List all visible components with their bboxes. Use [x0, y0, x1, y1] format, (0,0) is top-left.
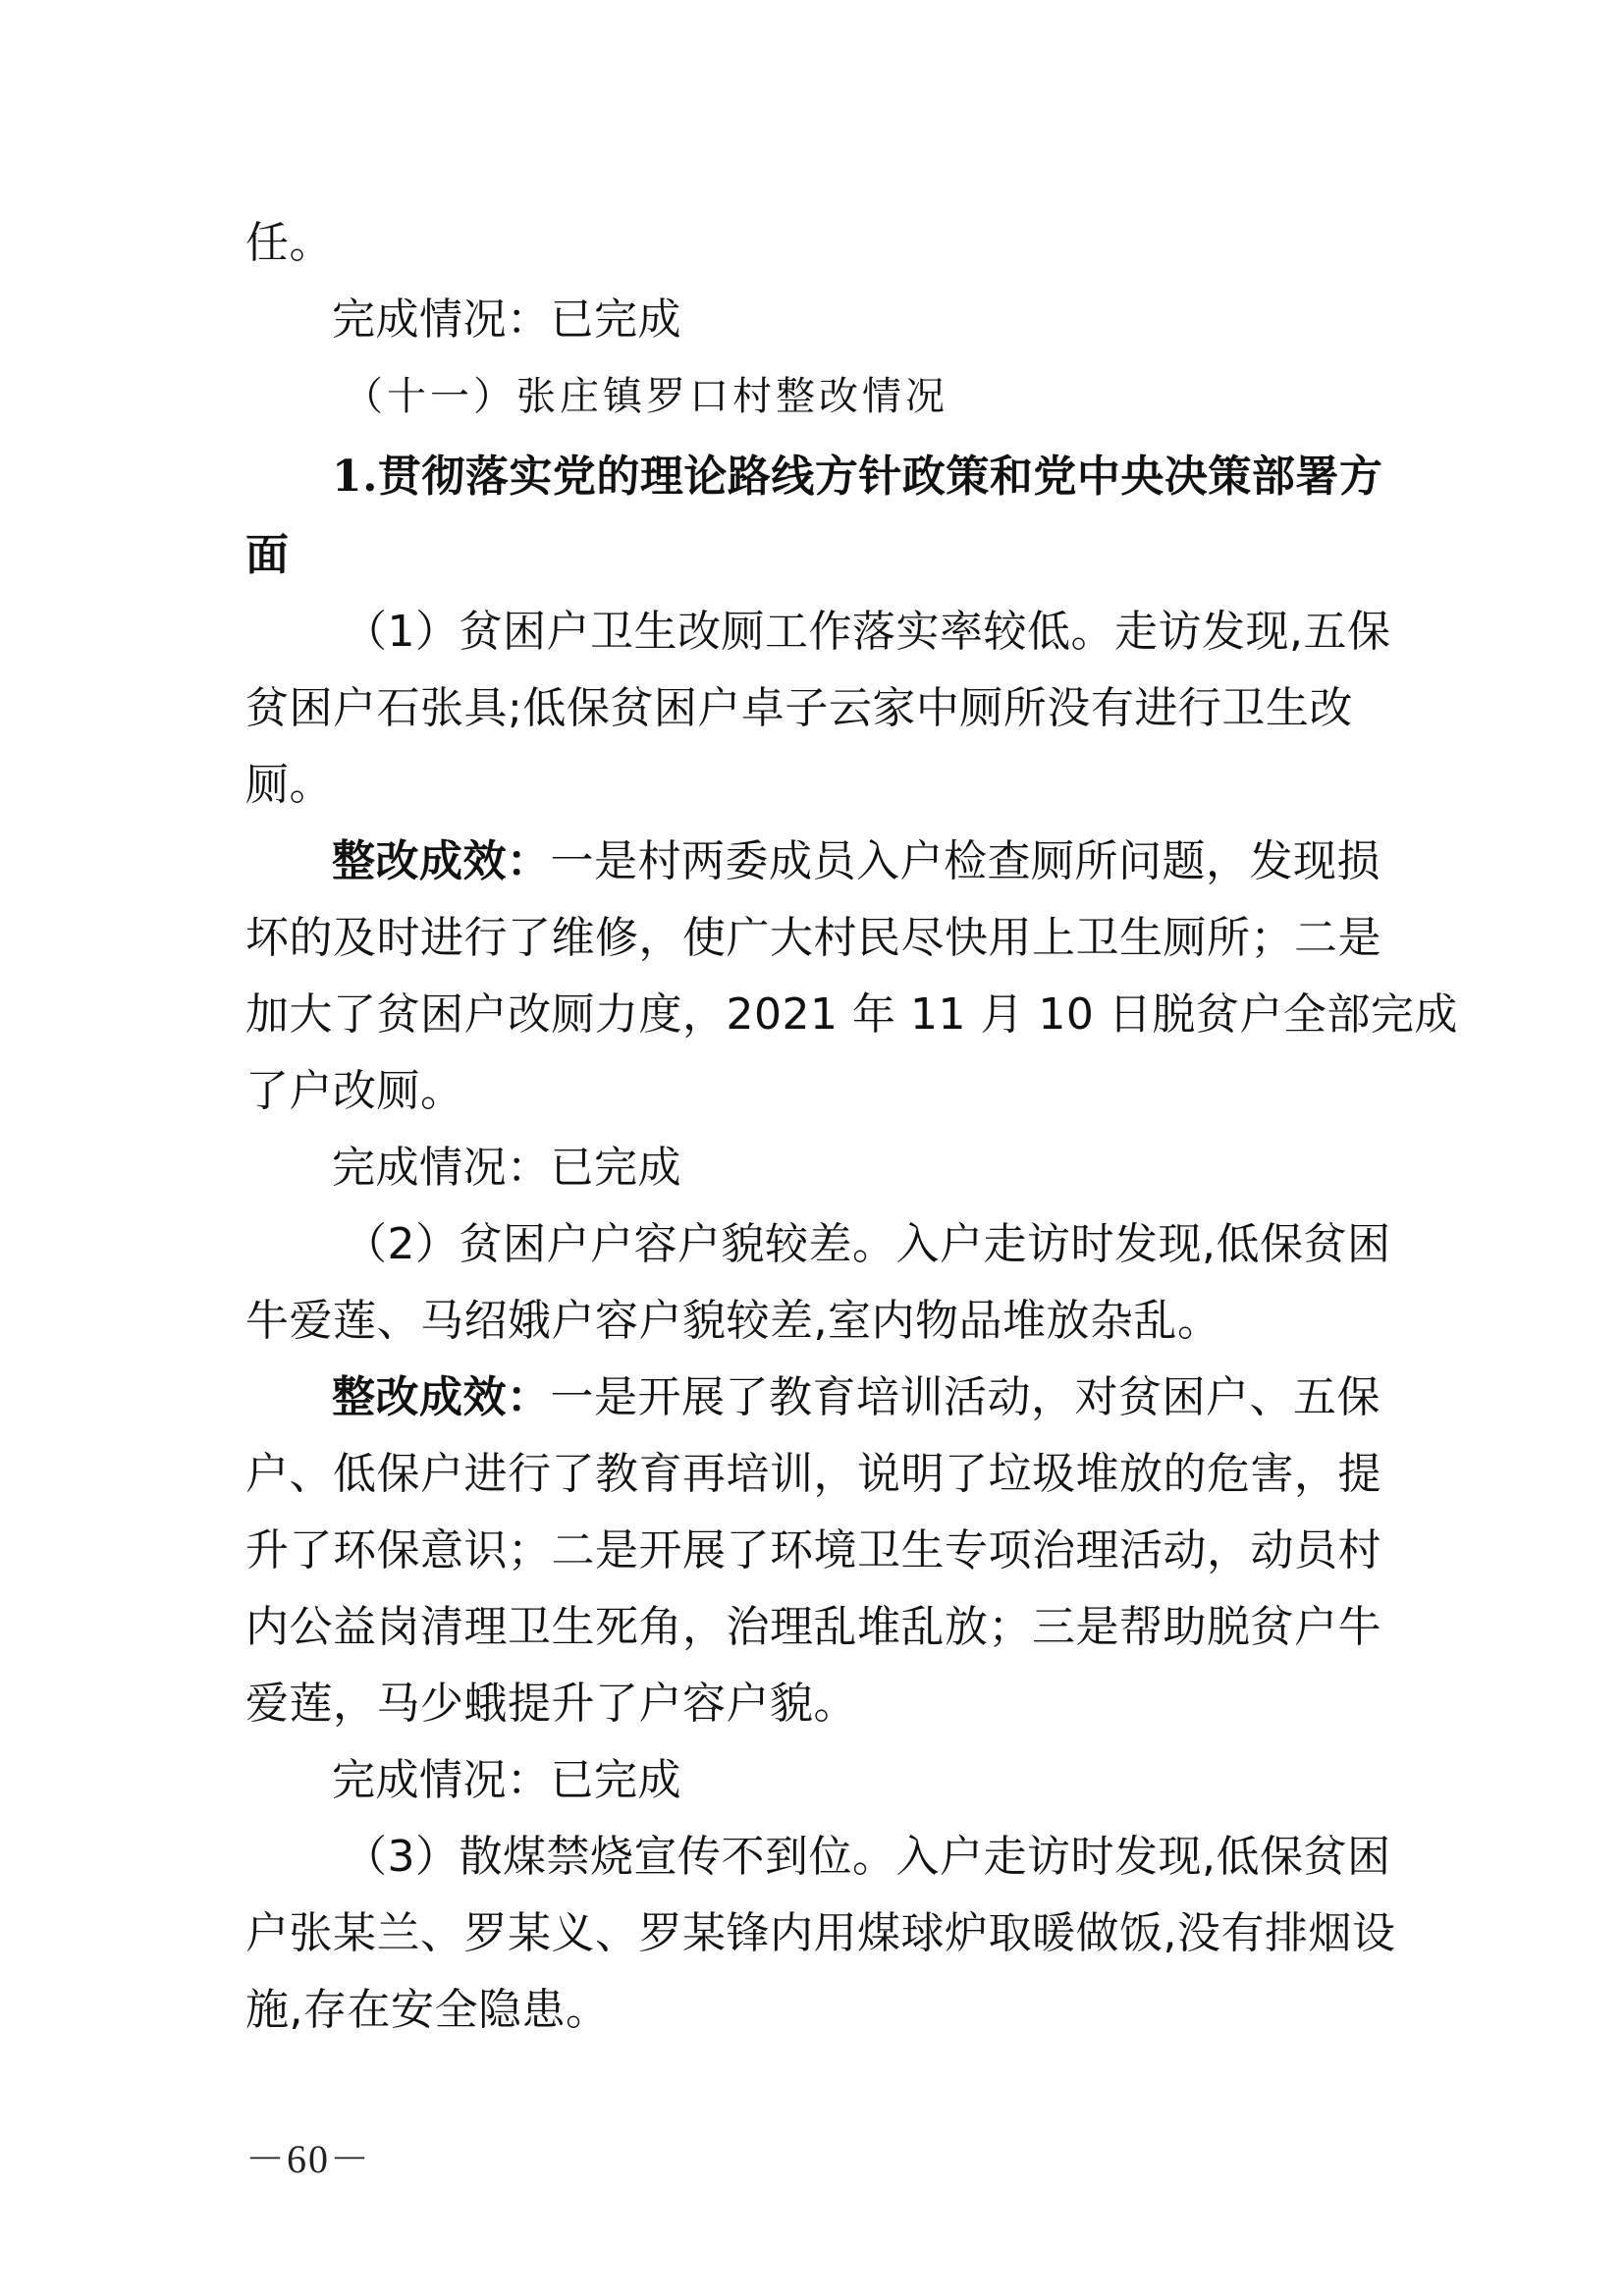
subsection-heading-continued: 面 — [245, 530, 290, 580]
issue-title: （2）贫困户户容户貌较差。入户走访时发现,低保贫困 — [344, 1219, 1391, 1269]
body-text-line: 坏的及时进行了维修，使广大村民尽快用上卫生厕所；二是 — [245, 913, 1381, 963]
rectification-paragraph-start — [332, 1368, 1471, 1427]
body-text-line: 牛爱莲、马绍娥户容户貌较差,室内物品堆放杂乱。 — [245, 1296, 1221, 1346]
body-text-line: 内公益岗清理卫生死角，治理乱堆乱放；三是帮助脱贫户牛 — [245, 1602, 1381, 1652]
completion-status: 完成情况：已完成 — [332, 1143, 681, 1193]
body-text-line: 施,存在安全隐患。 — [245, 1985, 610, 2035]
body-text-line: 升了环保意识；二是开展了环境卫生专项治理活动，动员村 — [245, 1525, 1381, 1575]
body-text-line: 户张某兰、罗某义、罗某锋内用煤球炉取暖做饭,没有排烟设 — [245, 1908, 1396, 1958]
rectification-text: 一是开展了教育培训活动，对贫困户、五保 — [550, 1372, 1380, 1422]
body-text-line: 了户改厕。 — [245, 1066, 464, 1116]
page-number: －60－ — [245, 2137, 371, 2181]
section-heading: （十一）张庄镇罗口村整改情况 — [344, 374, 948, 419]
body-text-line: 加大了贫困户改厕力度，2021 年 11 月 10 日脱贫户全部完成 — [245, 989, 1458, 1040]
completion-status: 完成情况：已完成 — [332, 294, 681, 345]
rectification-label: 整改成效： — [332, 836, 551, 886]
issue-title: （1）贫困户卫生改厕工作落实率较低。走访发现,五保 — [344, 607, 1391, 657]
issue-title: （3）散煤禁烧宣传不到位。入户走访时发现,低保贫困 — [344, 1832, 1391, 1882]
rectification-label: 整改成效： — [332, 1372, 551, 1422]
body-text-line: 任。 — [245, 218, 333, 268]
body-text-line: 户、低保户进行了教育再培训，说明了垃圾堆放的危害，提 — [245, 1449, 1381, 1499]
rectification-text: 一是村两委成员入户检查厕所问题，发现损 — [550, 836, 1380, 886]
body-text-line: 厕。 — [245, 760, 333, 810]
body-text-line: 贫困户石张具;低保贫困户卓子云家中厕所没有进行卫生改 — [245, 683, 1353, 733]
subsection-heading: 1.贯彻落实党的理论路线方针政策和党中央决策部署方 — [332, 452, 1383, 502]
completion-status: 完成情况：已完成 — [332, 1755, 681, 1805]
body-text-line: 爱莲，马少蛾提升了户容户貌。 — [245, 1679, 857, 1729]
rectification-paragraph-start — [332, 832, 1471, 891]
